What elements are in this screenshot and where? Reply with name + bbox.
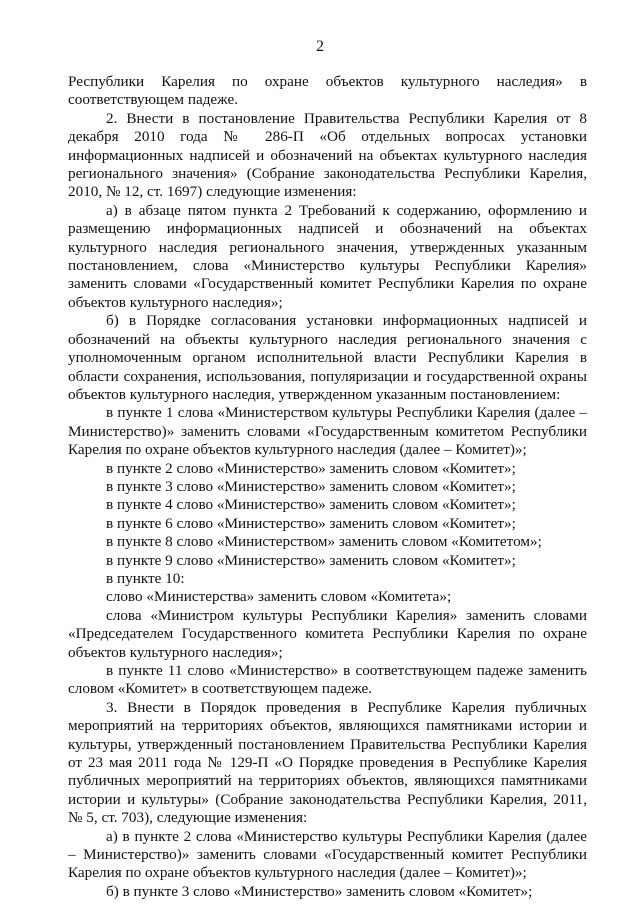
paragraph-point-6: в пункте 6 слово «Министерство» заменить словом «Комитет»; — [106, 514, 516, 532]
paragraph-point-2: в пункте 2 слово «Министерство» заменить словом «Комитет»; — [106, 459, 516, 477]
paragraph-point-10-word: слово «Министерства» заменить словом «Комитета»; — [106, 588, 452, 606]
paragraph-item-2: 2. Внести в постановление Правительства Республики Карелия от 8 декабря 2010 года № 286-П «Об отдельных вопросах установки информационных надписей и обозначений на объектах культурного наследия регионального значения» (Собрание законодательства Республики Карелия, 2010, № 12, ст. 1697) следующие изменения: — [68, 109, 587, 201]
paragraph-item-3-b: б) в пункте 3 слово «Министерство» заменить словом «Комитет»; — [106, 882, 533, 900]
paragraph-continuation: Республики Карелия по охране объектов культурного наследия» в соответствующем падеже. — [68, 73, 587, 109]
paragraph-point-10-words: слова «Министром культуры Республики Карелия» заменить словами «Председателем Государственного комитета Республики Карелия по охране объектов культурного наследия»; — [68, 606, 587, 661]
document-body — [68, 73, 587, 901]
paragraph-subitem-b: б) в Порядке согласования установки информационных надписей и обозначений на объекты культурного наследия регионального значения с уполномоченным органом исполнительной власти Республики Карелия в области сохранения, использования, популяризации и государственной охраны объектов культурного наследия, утвержденном указанным постановлением: — [68, 312, 587, 403]
paragraph-item-3-a: а) в пункте 2 слова «Министерство культуры Республики Карелия (далее – Министерство)» заменить словами «Государственный комитет Республики Карелия по охране объектов культурного наследия (далее – Комитет)»; — [68, 827, 587, 882]
paragraph-point-9: в пункте 9 слово «Министерство» заменить словом «Комитет»; — [106, 551, 516, 569]
page-number: 2 — [316, 38, 324, 55]
paragraph-point-8: в пункте 8 слово «Министерством» заменить словом «Комитетом»; — [106, 533, 542, 551]
paragraph-point-4: в пункте 4 слово «Министерство» заменить словом «Комитет»; — [106, 496, 516, 514]
paragraph-item-3: 3. Внести в Порядок проведения в Республике Карелия публичных мероприятий на территориях объектов, являющихся памятниками истории и культуры, утвержденный постановлением Правительства Республики Карелия от 23 мая 2011 года № 129-П «О Порядке проведения в Республике Карелия публичных мероприятий на территориях объектов, являющихся памятниками истории и культуры» (Собрание законодательства Республики Карелия, 2011, № 5, ст. 703), следующие изменения: — [68, 698, 587, 827]
paragraph-point-3: в пункте 3 слово «Министерство» заменить словом «Комитет»; — [106, 477, 516, 495]
paragraph-point-1: в пункте 1 слова «Министерством культуры Республики Карелия (далее – Министерство)» заменить словами «Государственным комитетом Республики Карелия по охране объектов культурного наследия (далее – Комитет)»; — [68, 404, 587, 459]
paragraph-point-11: в пункте 11 слово «Министерство» в соответствующем падеже заменить словом «Комитет» в соответствующем падеже. — [68, 662, 587, 698]
paragraph-point-10: в пункте 10: — [106, 569, 185, 587]
paragraph-subitem-a: а) в абзаце пятом пункта 2 Требований к содержанию, оформлению и размещению информационных надписей и обозначений на объектах культурного наследия регионального значения, утвержденных указанным постановлением, слова «Министерство культуры Республики Карелия» заменить словами «Государственный комитет Республики Карелия по охране объектов культурного наследия»; — [68, 201, 587, 311]
